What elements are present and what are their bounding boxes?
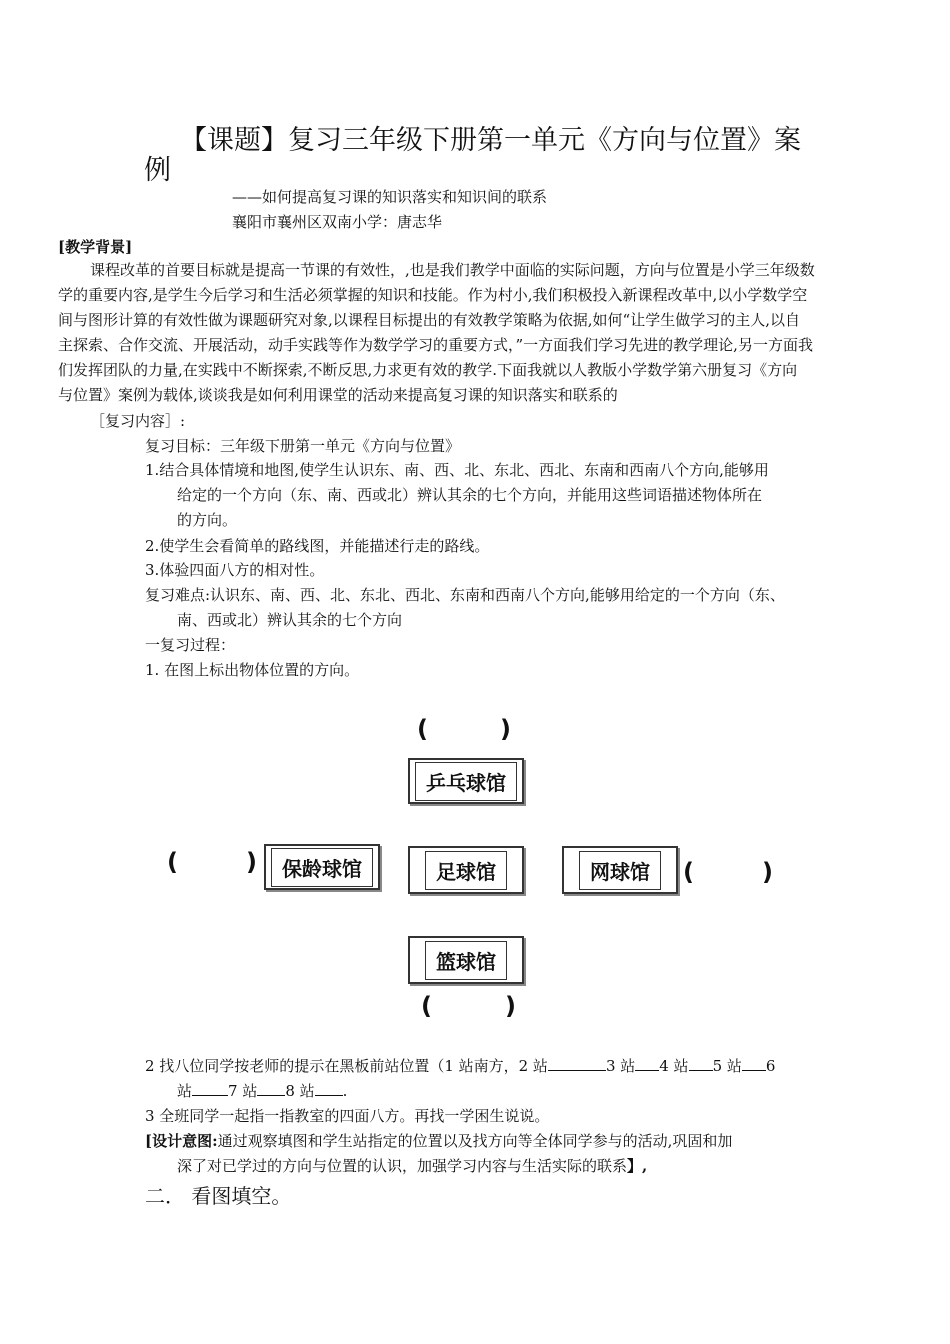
paren-open-right: ( bbox=[683, 858, 694, 886]
review-goal: 复习目标：三年级下册第一单元《方向与位置》 bbox=[145, 437, 461, 455]
paren-close-bottom: ) bbox=[505, 992, 516, 1020]
design-intent-line-1 bbox=[145, 1130, 732, 1151]
background-line-3: 间与图形计算的有效性做为课题研究对象,以课程目标提出的有效教学策略为依据,如何“让学生做学习的主人,以自 bbox=[58, 311, 800, 329]
difficulty-line-1: 复习难点:认识东、南、西、北、东北、西北、东南和西南八个方向,能够用给定的一个方向（东、 bbox=[145, 586, 785, 604]
background-line-4: 主探索、合作交流、开展活动，动手实践等作为数学学习的重要方式，”一方面我们学习先进的教学理论,另一方面我 bbox=[58, 336, 813, 354]
author: 襄阳市襄州区双南小学：唐志华 bbox=[232, 213, 443, 231]
paren-close-left: ) bbox=[246, 848, 257, 876]
process-heading: 一复习过程： bbox=[145, 636, 236, 654]
goal-item-2: 2.使学生会看简单的路线图，并能描述行走的路线。 bbox=[145, 537, 490, 555]
activity-2-b: 7 站 bbox=[228, 1082, 258, 1100]
blank-station-5[interactable] bbox=[742, 1056, 766, 1071]
design-intent-colon: : bbox=[212, 1132, 218, 1150]
activity-2-a: 站 bbox=[177, 1082, 193, 1100]
activity-1-b: 3 站 bbox=[605, 1057, 636, 1075]
label-tennis-hall: 网球馆 bbox=[579, 851, 661, 890]
blank-station-4[interactable] bbox=[689, 1056, 713, 1071]
box-bowling-hall bbox=[264, 844, 380, 890]
activity-line-1 bbox=[145, 1055, 775, 1076]
goal-item-1-line-1: 1.结合具体情境和地图,使学生认识东、南、西、北、东北、西北、东南和西南八个方向,能够用 bbox=[145, 461, 769, 479]
background-line-6: 与位置》案例为载体,谈谈我是如何利用课堂的活动来提高复习课的知识落实和联系的 bbox=[58, 386, 618, 404]
background-heading: [教学背景] bbox=[58, 238, 133, 256]
label-basketball-hall: 篮球馆 bbox=[425, 941, 507, 980]
label-pingpong-hall: 乒乓球馆 bbox=[415, 762, 517, 801]
subtitle: ——如何提高复习课的知识落实和知识间的联系 bbox=[232, 188, 548, 206]
goal-item-1-line-2: 给定的一个方向（东、南、西或北）辨认其余的七个方向，并能用这些词语描述物体所在 bbox=[177, 486, 763, 504]
blank-station-2[interactable] bbox=[548, 1056, 606, 1071]
paren-close-top: ) bbox=[500, 715, 511, 743]
box-tennis-hall bbox=[562, 846, 678, 894]
goal-item-3: 3.体验四面八方的相对性。 bbox=[145, 561, 325, 579]
title-line-2: 例 bbox=[144, 155, 171, 186]
activity-line-2 bbox=[177, 1080, 347, 1101]
background-line-1: 课程改革的首要目标就是提高一节课的有效性，,也是我们教学中面临的实际问题，方向与位置是小学三年级数 bbox=[90, 261, 815, 279]
activity-1-d: 5 站 bbox=[712, 1057, 742, 1075]
title-line-1: 【课题】复习三年级下册第一单元《方向与位置》案 bbox=[180, 125, 801, 156]
section-2-heading: 二． 看图填空。 bbox=[145, 1184, 292, 1208]
paren-close-right: ) bbox=[762, 858, 773, 886]
difficulty-line-2: 南、西或北）辨认其余的七个方向 bbox=[177, 611, 403, 629]
label-bowling-hall: 保龄球馆 bbox=[271, 848, 373, 887]
paren-open-left: ( bbox=[167, 848, 178, 876]
step-1: 1. 在图上标出物体位置的方向。 bbox=[145, 661, 360, 679]
background-line-5: 们发挥团队的力量,在实践中不断探索,不断反思,力求更有效的教学.下面我就以人教版小学数学第六册复习《方向 bbox=[58, 361, 798, 379]
review-heading: ［复习内容］: bbox=[90, 412, 186, 430]
blank-station-6[interactable] bbox=[192, 1081, 228, 1096]
background-line-2: 学的重要内容,是学生今后学习和生活必须掌握的知识和技能。作为村小,我们积极投入新课程改革中,以小学数学空 bbox=[58, 286, 808, 304]
box-football-hall bbox=[408, 846, 524, 894]
goal-item-1-line-3: 的方向。 bbox=[177, 511, 238, 529]
activity-1-e: 6 bbox=[765, 1057, 776, 1075]
paren-open-top: ( bbox=[417, 715, 428, 743]
blank-station-7[interactable] bbox=[257, 1081, 285, 1096]
activity-2-d: . bbox=[342, 1082, 348, 1100]
activity-1-a: 2 找八位同学按老师的提示在黑板前站位置（1 站南方，2 站 bbox=[145, 1057, 548, 1075]
label-football-hall: 足球馆 bbox=[425, 851, 507, 890]
paren-open-bottom: ( bbox=[421, 992, 432, 1020]
activity-line-3: 3 全班同学一起指一指教室的四面八方。再找一学困生说说。 bbox=[145, 1107, 550, 1125]
activity-2-c: 8 站 bbox=[285, 1082, 315, 1100]
activity-1-c: 4 站 bbox=[659, 1057, 689, 1075]
design-intent-line-2 bbox=[177, 1155, 647, 1176]
blank-station-3[interactable] bbox=[635, 1056, 659, 1071]
design-intent-text-2: 深了对已学过的方向与位置的认识，加强学习内容与生活实际的联系 bbox=[177, 1157, 628, 1175]
design-intent-close: 】, bbox=[627, 1157, 648, 1175]
design-intent-label: [设计意图 bbox=[145, 1132, 213, 1150]
box-basketball-hall bbox=[408, 936, 524, 984]
blank-station-8[interactable] bbox=[315, 1081, 343, 1096]
box-pingpong-hall bbox=[408, 758, 524, 804]
design-intent-text-1: 通过观察填图和学生站指定的位置以及找方向等全体同学参与的活动,巩固和加 bbox=[217, 1132, 733, 1150]
